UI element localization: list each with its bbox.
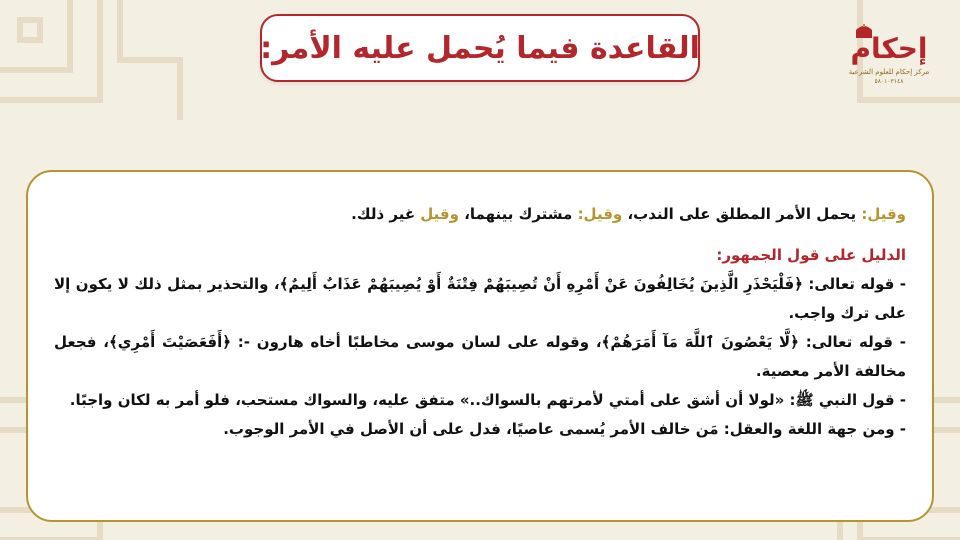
logo-name: إحكام [850, 32, 928, 65]
content-box [26, 170, 934, 522]
page-title: القاعدة فيما يُحمل عليه الأمر: [260, 30, 700, 66]
opinion-label-2: وقيل: [577, 205, 623, 223]
opinion-label-3: وقيل [420, 205, 459, 223]
evidence-heading: الدليل على قول الجمهور: [716, 246, 906, 264]
evidence-item-2: - قوله تعالى: ﴿لَّا يَعْصُونَ ٱللَّهَ مَآ أَمَرَهُمْ﴾، وقوله على لسان موسى مخاطبًا أخاه هارون -: ﴿أَفَعَصَيْتَ أَمْرِي﴾، فجعل مخالفة الأمر معصية. [54, 333, 906, 380]
logo-subtitle: مركز إحكام للعلوم الشرعية [848, 68, 930, 76]
content-text [54, 200, 906, 444]
opinion-text-1: يحمل الأمر المطلق على الندب، [622, 205, 862, 223]
opinion-label-1: وقيل: [861, 205, 906, 223]
evidence-item-1: - قوله تعالى: ﴿فَلْيَحْذَرِ الَّذِينَ يُخَالِفُونَ عَنْ أَمْرِهِ أَنْ تُصِيبَهُمْ فِتْنَةٌ أَوْ يُصِيبَهُمْ عَذَابٌ أَلِيمٌ﴾، والتحذير بمثل ذلك لا يكون إلا على ترك واجب. [54, 275, 906, 322]
opinion-line [54, 200, 906, 229]
evidence-item-4: - ومن جهة اللغة والعقل: مَن خالف الأمر يُسمى عاصيًا، فدل على أن الأصل في الأمر الوجوب. [223, 420, 906, 438]
title-box [260, 14, 700, 82]
logo-number: ٥٨٠١٠٣١٤٨ [874, 78, 904, 85]
evidence-item-3: - قول النبي ﷺ: «لولا أن أشق على أمتي لأمرتهم بالسواك..» متفق عليه، والسواك مستحب، فلو أمر به لكان واجبًا. [69, 391, 906, 409]
logo [846, 28, 932, 92]
opinion-text-3: غير ذلك. [351, 205, 421, 223]
opinion-text-2: مشترك بينهما، [458, 205, 578, 223]
